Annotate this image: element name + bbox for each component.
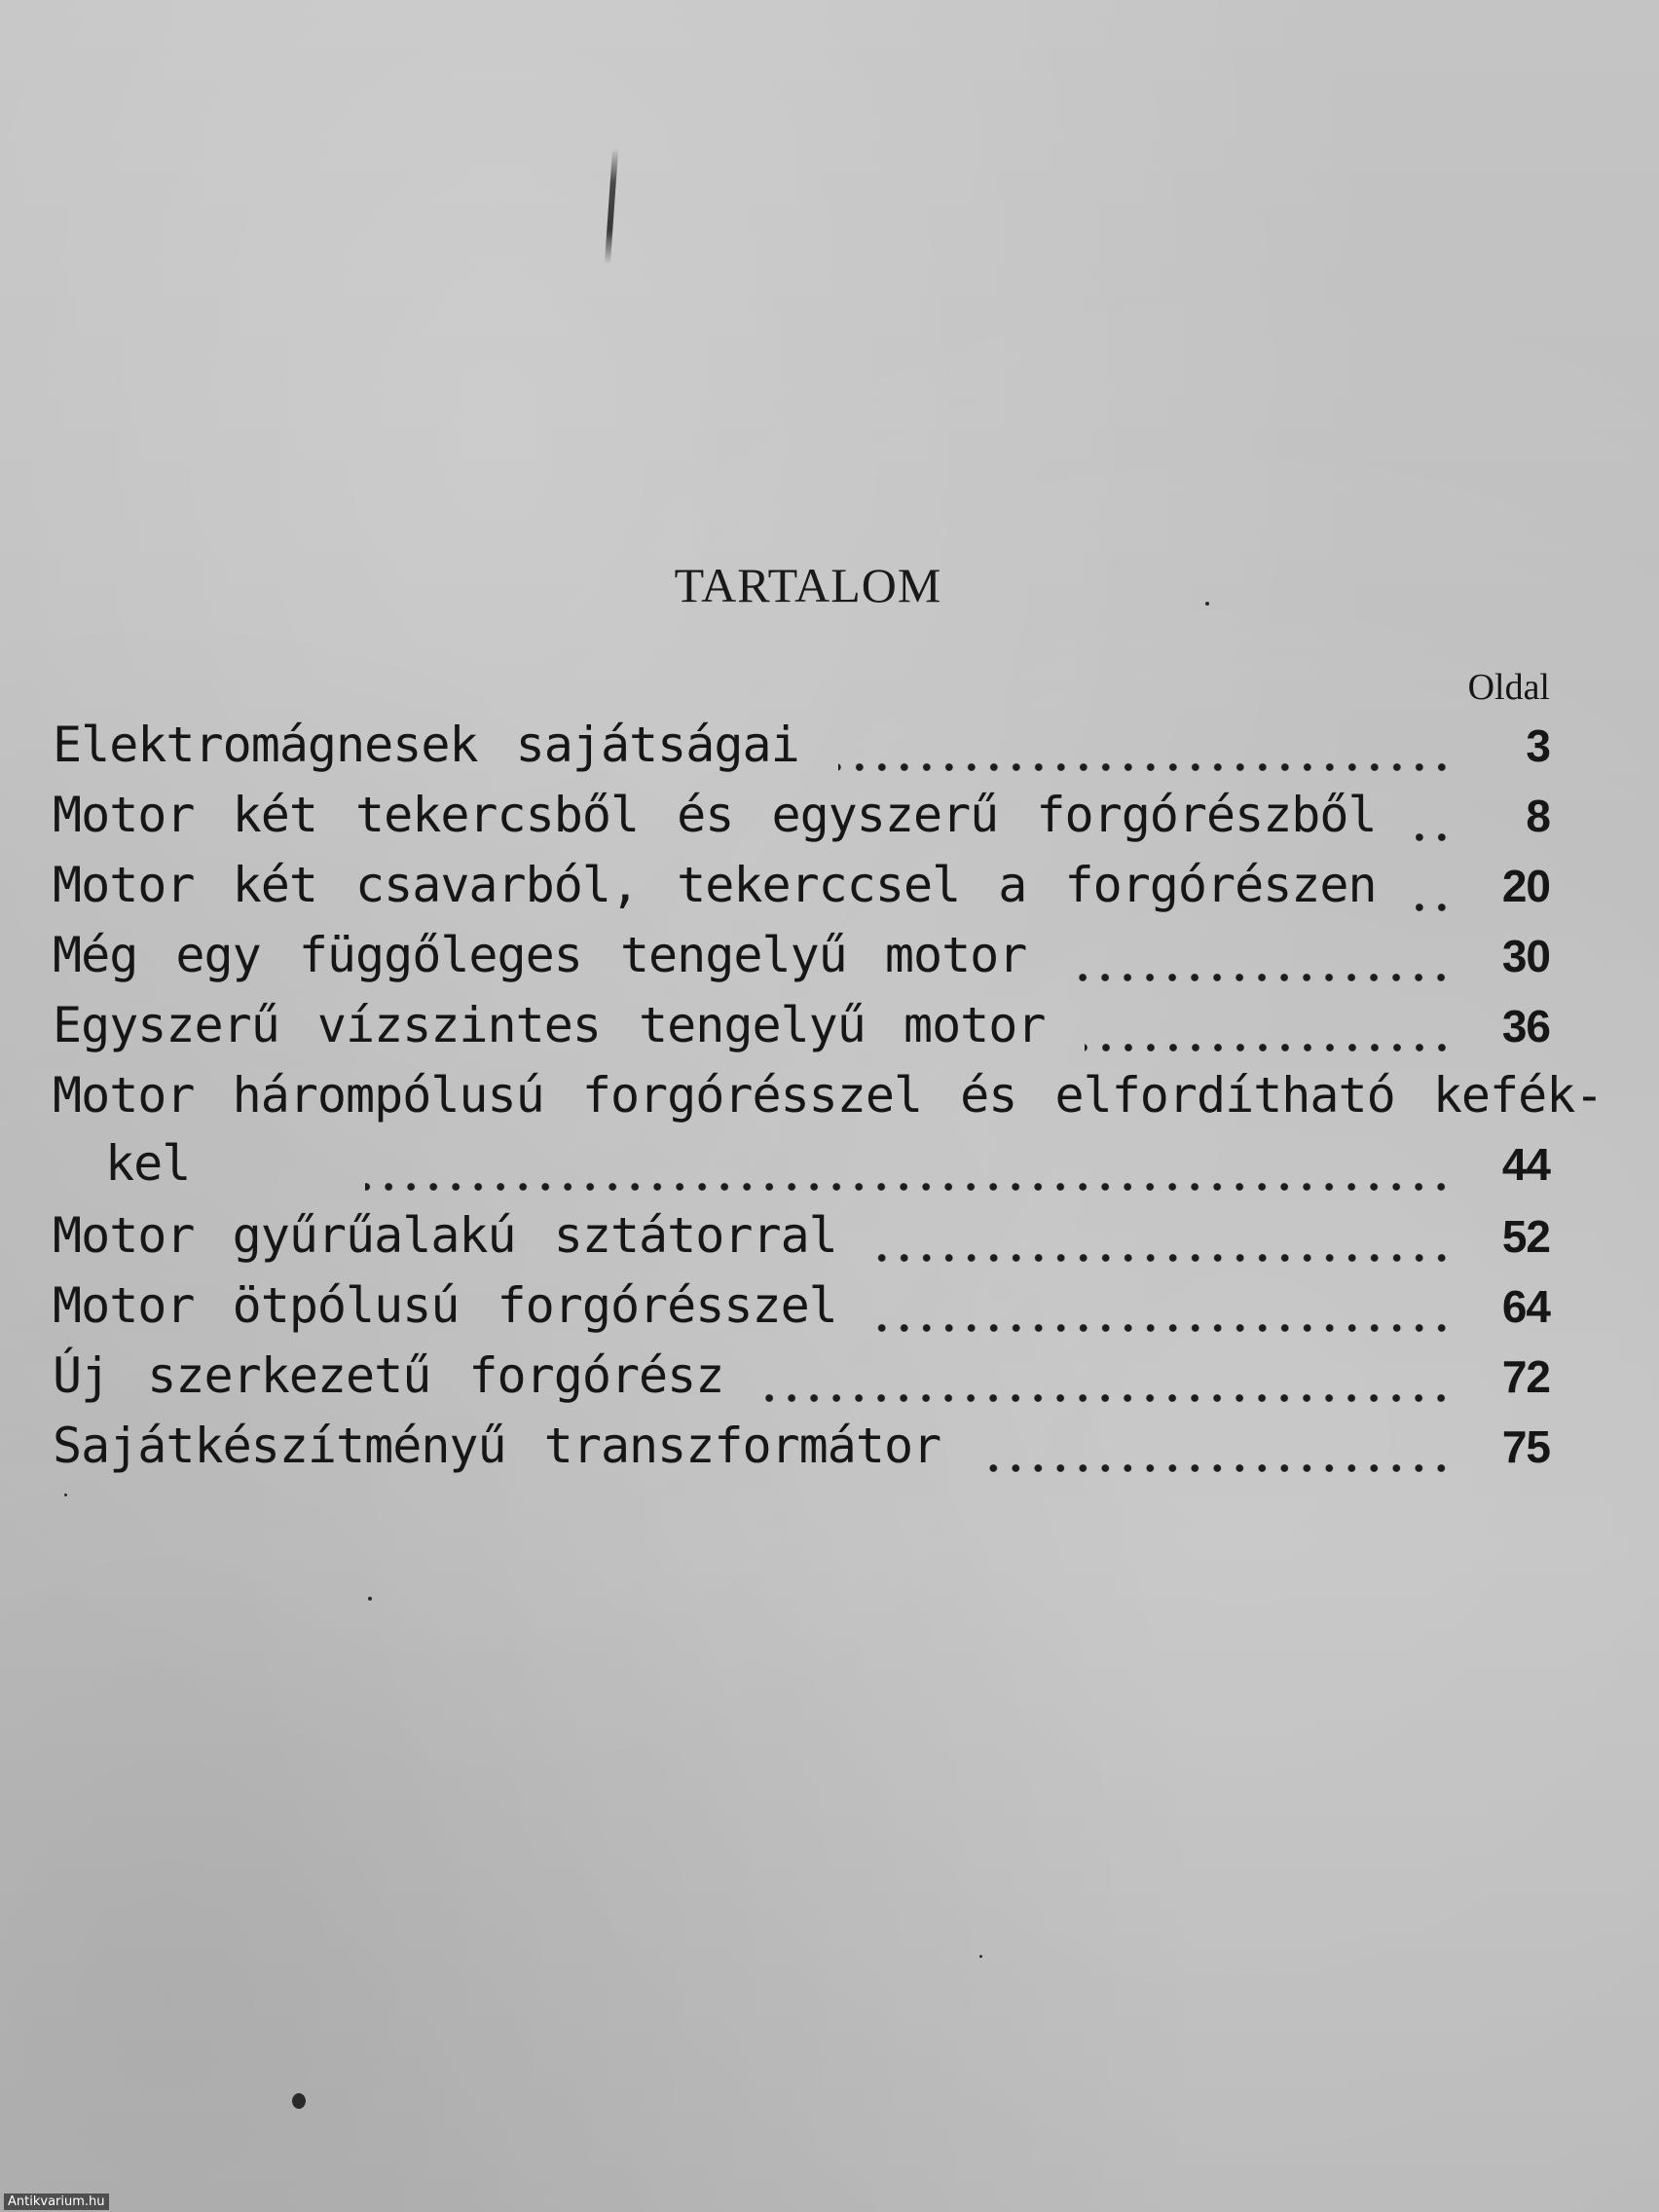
toc-entry-page: 36: [1501, 1001, 1550, 1051]
toc-entry-page: 30: [1501, 931, 1550, 981]
toc-entry-title: Motor gyűrűalakú sztátorral: [53, 1207, 837, 1264]
watermark-text: Antikvarium.hu: [4, 2194, 109, 2210]
toc-entry-page: 44: [1501, 1139, 1550, 1190]
toc-entry-title: Sajátkészítményű transzformátor: [53, 1418, 941, 1474]
toc-entry: [53, 1207, 1550, 1277]
toc-entry: [53, 1067, 1604, 1207]
toc-entry-title: Motor két tekercsből és egyszerű forgórészből: [53, 787, 1377, 843]
page-blemish: [605, 148, 618, 265]
toc-entry-title: Még egy függőleges tengelyű motor: [53, 927, 1027, 983]
toc-entry-title: Elektromágnesek sajátságai: [53, 717, 799, 773]
toc-entry: [53, 787, 1550, 857]
table-of-contents: [53, 717, 1604, 1488]
toc-entry-page: 8: [1526, 791, 1550, 841]
dot-leader: [1416, 903, 1453, 912]
dot-leader: [1065, 973, 1453, 982]
toc-entry-page: 20: [1501, 861, 1550, 911]
toc-entry: [53, 1347, 1550, 1418]
dot-leader: [979, 1463, 1453, 1473]
toc-entry-page: 72: [1501, 1351, 1550, 1402]
toc-entry-title: Motor ötpólusú forgórésszel: [53, 1277, 837, 1334]
ink-speck: [368, 1597, 372, 1601]
toc-entry-title: Motor két csavarból, tekerccsel a forgórészen: [53, 857, 1377, 913]
dot-leader: [1085, 1043, 1454, 1052]
toc-entry-page: 52: [1501, 1211, 1550, 1262]
ink-speck: [979, 1955, 982, 1958]
toc-entry-title: Motor hárompólusú forgórésszel és elfordítható kefék-: [53, 1067, 1604, 1124]
page-title: TARTALOM: [674, 558, 942, 612]
toc-entry: [53, 1277, 1550, 1347]
toc-entry-page: 75: [1501, 1421, 1550, 1472]
dot-leader: [1416, 832, 1453, 842]
toc-entry-title-continuation: kel: [105, 1135, 191, 1192]
toc-entry-title: Új szerkezetű forgórész: [53, 1347, 724, 1404]
toc-entry: [53, 717, 1550, 787]
toc-entry: [53, 997, 1550, 1067]
toc-entry: [53, 857, 1550, 927]
dot-leader: [762, 1393, 1453, 1403]
dot-leader: [876, 1323, 1453, 1333]
dot-leader: [838, 762, 1453, 772]
toc-entry-page: 3: [1526, 720, 1550, 771]
dot-leader: [876, 1253, 1453, 1263]
toc-entry: [53, 1418, 1550, 1488]
dot-leader: [365, 1182, 1453, 1192]
ink-speck: [64, 1493, 67, 1496]
ink-speck: [292, 2093, 306, 2109]
toc-entry: [53, 927, 1550, 997]
toc-entry-page: 64: [1501, 1281, 1550, 1332]
page-column-header: Oldal: [1467, 667, 1550, 708]
toc-entry-title: Egyszerű vízszintes tengelyű motor: [53, 997, 1046, 1053]
